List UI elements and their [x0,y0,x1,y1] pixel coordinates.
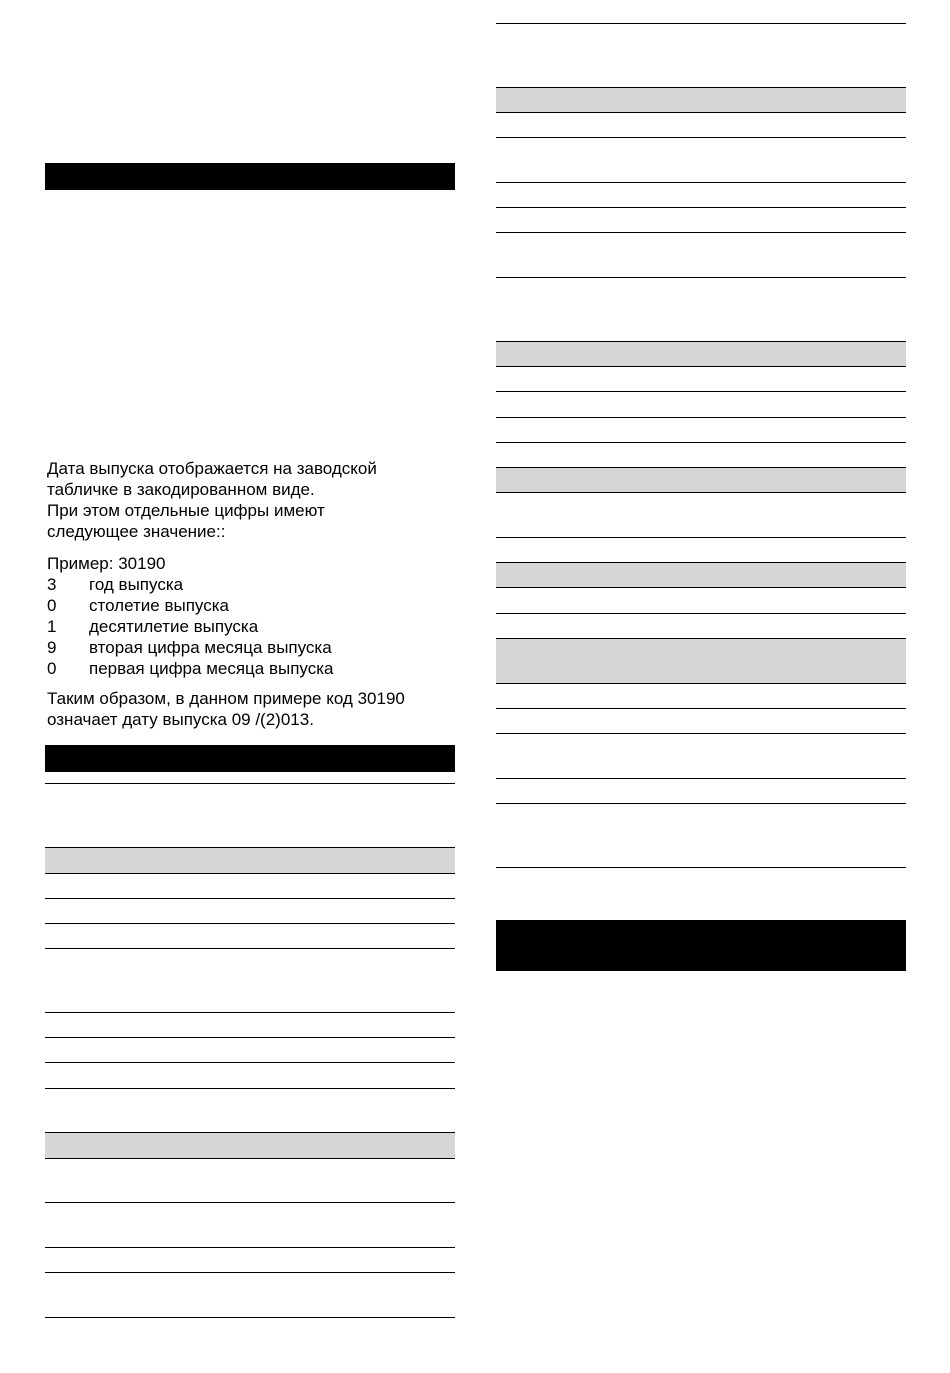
date-intro-line: следующее значение:: [47,522,226,541]
table-rule [496,442,906,443]
table-rule [496,277,906,278]
table-rule [45,948,455,949]
table-rule [45,1062,455,1063]
table-rule [45,1272,455,1273]
table-rule [496,867,906,868]
table-rule [45,1317,455,1318]
table-rule [45,873,455,874]
date-intro-line: Дата выпуска отображается на заводской [47,459,377,478]
code-meaning: год выпуска [89,575,184,594]
table-rule [496,182,906,183]
left-column [45,0,455,1373]
table-rule [45,1037,455,1038]
table-rule [496,803,906,804]
table-group-band [496,342,906,366]
table-rule [496,638,906,639]
section-header-bar [45,745,455,772]
table-rule [496,492,906,493]
table-group-band [496,468,906,492]
code-row [47,637,457,658]
date-intro-line: табличке в закодированном виде. [47,480,315,499]
table-rule [496,778,906,779]
table-rule [45,1132,455,1133]
table-rule [45,1158,455,1159]
table-rule [496,23,906,24]
table-rule [496,366,906,367]
table-group-band [496,639,906,683]
table-rule [496,112,906,113]
table-group-band [496,88,906,112]
table-rule [45,1202,455,1203]
table-rule [496,417,906,418]
table-rule [496,232,906,233]
code-row [47,574,457,595]
example-label: Пример: 30190 [47,554,166,573]
table-rule [496,87,906,88]
table-rule [45,783,455,784]
table-rule [496,708,906,709]
table-rule [45,898,455,899]
table-rule [45,1088,455,1089]
code-digit: 1 [47,617,57,636]
code-row [47,616,457,637]
date-intro-paragraph [47,458,457,542]
table-rule [496,587,906,588]
table-rule [496,562,906,563]
code-meaning: столетие выпуска [89,596,229,615]
code-meaning: десятилетие выпуска [89,617,259,636]
table-rule [496,613,906,614]
table-group-band [45,1133,455,1158]
date-conclusion-line: означает дату выпуска 09 /(2)013. [47,710,314,729]
right-column [496,0,906,1373]
table-rule [496,391,906,392]
code-digit: 0 [47,596,57,615]
section-header-bar [45,163,455,190]
code-digit: 3 [47,575,57,594]
table-group-band [45,848,455,873]
table-rule [45,847,455,848]
section-header-bar [496,920,906,971]
table-rule [496,467,906,468]
code-digit: 9 [47,638,57,657]
table-rule [496,733,906,734]
code-row [47,658,457,679]
table-rule [45,923,455,924]
date-intro-line: При этом отдельные цифры имеют [47,501,325,520]
table-rule [496,137,906,138]
table-rule [45,1247,455,1248]
date-conclusion-line: Таким образом, в данном примере код 30190 [47,689,405,708]
code-meaning: вторая цифра месяца выпуска [89,638,332,657]
table-rule [45,1012,455,1013]
code-digit: 0 [47,659,57,678]
table-rule [496,207,906,208]
table-rule [496,537,906,538]
date-conclusion-paragraph [47,688,457,730]
code-row [47,595,457,616]
table-group-band [496,563,906,587]
code-meaning: первая цифра месяца выпуска [89,659,334,678]
table-rule [496,683,906,684]
date-code-list [47,553,457,679]
table-rule [496,341,906,342]
